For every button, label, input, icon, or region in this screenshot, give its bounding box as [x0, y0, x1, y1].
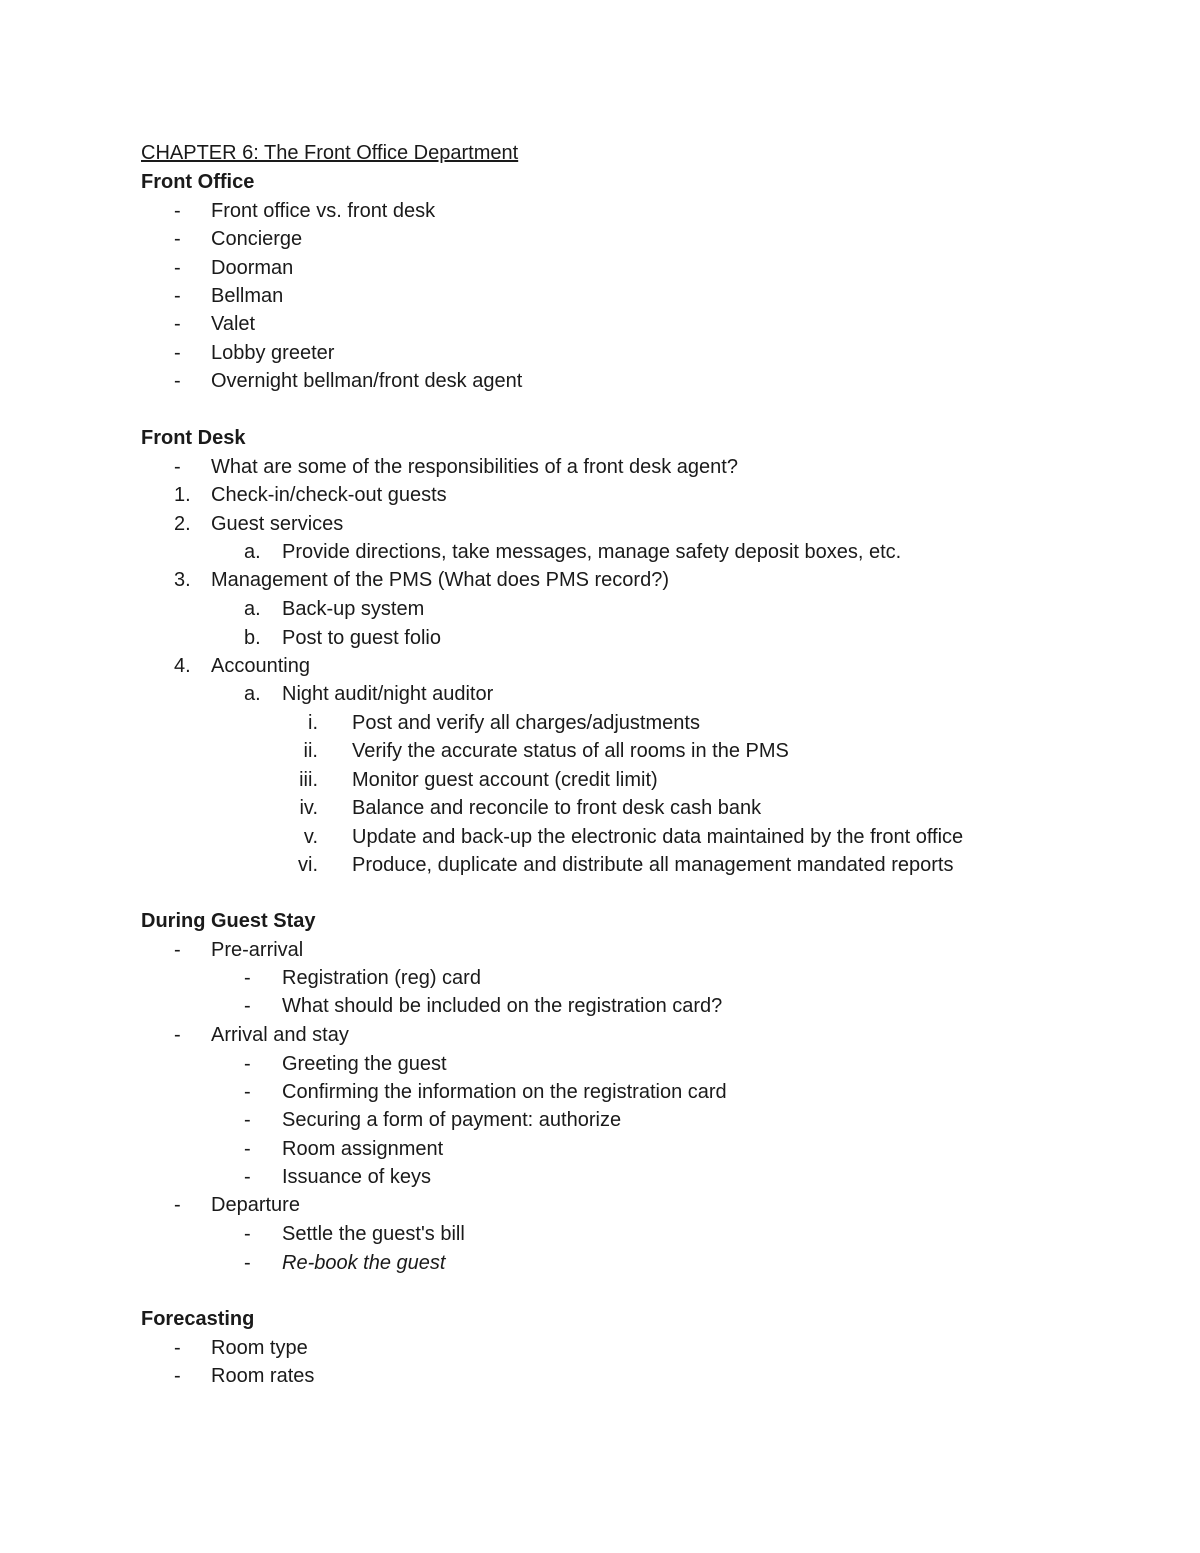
list-item: - Pre-arrival — [174, 939, 304, 961]
list-item: - Doorman — [174, 257, 294, 279]
list-item: - Concierge — [174, 228, 303, 250]
list-item: 4. Accounting — [174, 655, 310, 677]
section-heading-during-guest-stay: During Guest Stay — [141, 910, 316, 932]
list-item: i. Post and verify all charges/adjustments — [308, 712, 700, 734]
list-item: - Arrival and stay — [174, 1024, 349, 1046]
document-title: CHAPTER 6: The Front Office Department — [141, 142, 519, 164]
list-item: - Departure — [174, 1194, 300, 1216]
list-item: ii. Verify the accurate status of all rooms in the PMS — [303, 740, 789, 762]
list-item: a. Back-up system — [244, 598, 425, 620]
list-item: - Room type — [174, 1337, 308, 1359]
list-item: - Greeting the guest — [244, 1053, 447, 1075]
list-item: a. Night audit/night auditor — [244, 683, 494, 705]
list-item: vi. Produce, duplicate and distribute all management mandated reports — [298, 854, 954, 876]
list-item: - What are some of the responsibilities of a front desk agent? — [174, 456, 738, 478]
list-item: - Valet — [174, 313, 256, 335]
list-item: - Settle the guest's bill — [244, 1223, 465, 1245]
list-item: b. Post to guest folio — [244, 627, 441, 649]
list-item: - Issuance of keys — [244, 1166, 431, 1188]
list-item: - Securing a form of payment: authorize — [244, 1109, 622, 1131]
section-heading-front-desk: Front Desk — [141, 427, 246, 449]
list-item: - Room rates — [174, 1365, 315, 1387]
list-item: 2. Guest services — [174, 513, 344, 535]
list-item: a. Provide directions, take messages, manage safety deposit boxes, etc. — [244, 541, 902, 563]
list-item: - Bellman — [174, 285, 284, 307]
list-item: - What should be included on the registration card? — [244, 995, 723, 1017]
section-heading-forecasting: Forecasting — [141, 1308, 255, 1330]
list-item: iv. Balance and reconcile to front desk cash bank — [299, 797, 762, 819]
list-item: iii. Monitor guest account (credit limit) — [299, 769, 658, 791]
list-item: 1. Check-in/check-out guests — [174, 484, 447, 506]
list-item: - Confirming the information on the registration card — [244, 1081, 727, 1103]
list-item: v. Update and back-up the electronic data maintained by the front office — [303, 826, 964, 848]
list-item: 3. Management of the PMS (What does PMS record?) — [174, 569, 669, 591]
list-item: - Room assignment — [244, 1138, 444, 1160]
section-heading-front-office: Front Office — [141, 171, 255, 193]
list-item: - Lobby greeter — [174, 342, 335, 364]
list-item: - Registration (reg) card — [244, 967, 481, 989]
list-item: - Overnight bellman/front desk agent — [174, 370, 523, 392]
list-item: - Front office vs. front desk — [174, 200, 436, 222]
list-item: - Re-book the guest — [244, 1252, 446, 1274]
